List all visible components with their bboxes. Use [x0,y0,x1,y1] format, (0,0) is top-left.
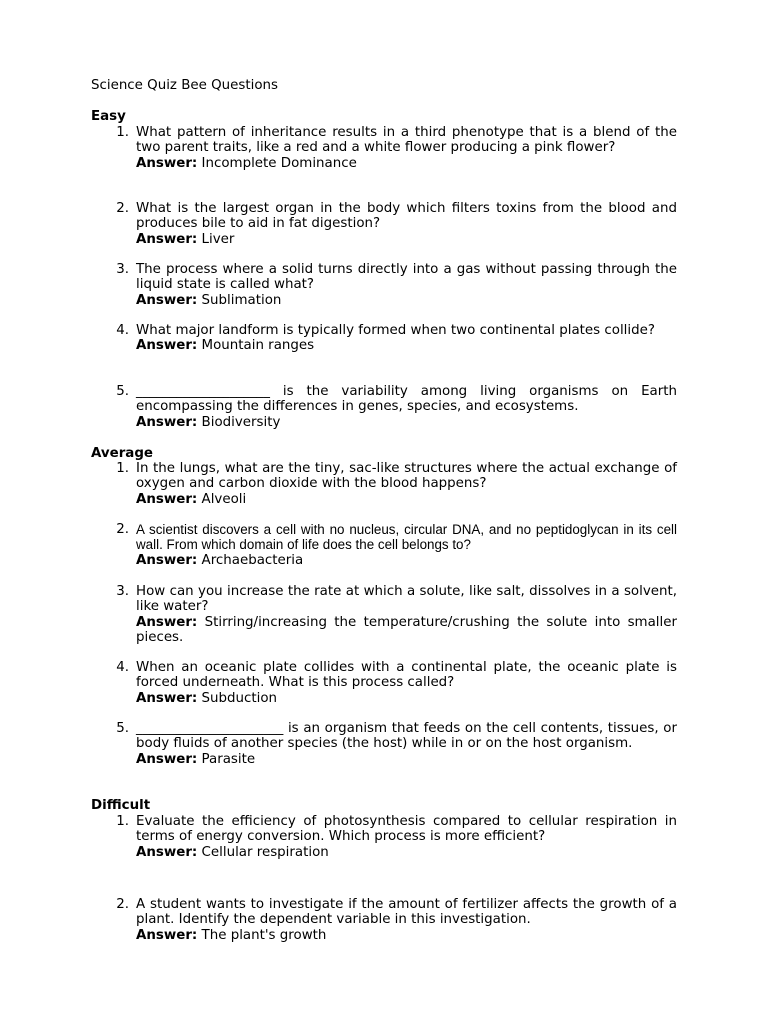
question-text: What is the largest organ in the body which filters toxins from the blood and produces bile to aid in fat digestion? [136,201,677,232]
answer-text: Biodiversity [201,414,281,430]
question-item [107,262,677,308]
answer-line [136,232,677,247]
question-text: The process where a solid turns directly into a gas without passing through the liquid state is called what? [136,262,677,293]
answer-label: Answer: [136,927,198,943]
question-number: 3. [116,584,129,599]
question-item [107,323,677,354]
answer-text: Subduction [201,690,278,706]
question-number: 4. [116,323,129,338]
answer-line [136,338,677,353]
answer-label: Answer: [136,690,198,706]
answer-text: Cellular respiration [201,844,329,860]
answer-label: Answer: [136,231,198,247]
question-item [107,201,677,247]
answer-line [136,156,677,171]
answer-text: Sublimation [201,292,282,308]
question-text: When an oceanic plate collides with a continental plate, the oceanic plate is forced underneath. What is this process called? [136,660,677,691]
answer-line [136,553,677,568]
question-item [107,660,677,706]
answer-text: Alveoli [201,491,247,507]
answer-label: Answer: [136,414,198,430]
answer-text: The plant's growth [201,927,327,943]
answer-text: Mountain ranges [201,338,315,354]
question-number: 5. [116,721,129,736]
question-item [107,584,677,645]
answer-line [136,615,677,646]
question-item [107,384,677,430]
section-heading-difficult: Difficult [91,798,151,813]
question-text: ____________________ is the variability among living organisms on Earth encompassing the differences in genes, species, and ecosystems. [136,384,677,415]
answer-label: Answer: [136,751,198,767]
question-number: 5. [116,384,129,399]
question-number: 3. [116,262,129,277]
question-text: What pattern of inheritance results in a third phenotype that is a blend of the two parent traits, like a red and a white flower producing a pink flower? [136,125,677,156]
answer-text: Archaebacteria [201,552,304,568]
question-number: 1. [116,814,129,829]
question-number: 1. [116,461,129,476]
answer-text: Parasite [201,751,256,767]
answer-label: Answer: [136,552,198,568]
question-item [107,522,677,568]
question-item [107,814,677,860]
section-heading-average: Average [91,446,154,461]
question-text: What major landform is typically formed when two continental plates collide? [136,323,655,338]
question-text: ______________________ is an organism that feeds on the cell contents, tissues, or body fluids of another species (the host) while in or on the host organism. [136,721,677,752]
question-text: A scientist discovers a cell with no nucleus, circular DNA, and no peptidoglycan in its cell wall. From which domain of life does the cell belongs to? [136,522,677,553]
question-number: 4. [116,660,129,675]
answer-label: Answer: [136,844,198,860]
question-number: 2. [116,897,129,912]
question-item [107,125,677,171]
answer-label: Answer: [136,338,198,354]
question-text: A student wants to investigate if the amount of fertilizer affects the growth of a plant. Identify the dependent variable in this investigation. [136,897,677,928]
section-heading-easy: Easy [91,109,126,124]
question-text: Evaluate the efficiency of photosynthesis compared to cellular respiration in terms of energy conversion. Which process is more efficient? [136,814,677,845]
question-number: 2. [116,201,129,216]
document-title: Science Quiz Bee Questions [91,78,278,93]
answer-line [136,293,677,308]
answer-label: Answer: [136,155,198,171]
question-number: 1. [116,125,129,140]
answer-text: Incomplete Dominance [201,155,357,171]
question-item [107,461,677,507]
answer-line [136,752,677,767]
answer-line [136,691,677,706]
answer-line [136,845,677,860]
question-item [107,721,677,767]
question-item [107,897,677,943]
answer-line [136,928,677,943]
question-text: In the lungs, what are the tiny, sac-like structures where the actual exchange of oxygen and carbon dioxide with the blood happens? [136,461,677,492]
answer-line [136,415,677,430]
question-text: How can you increase the rate at which a solute, like salt, dissolves in a solvent, like water? [136,584,677,615]
question-number: 2. [116,522,129,537]
answer-line [136,492,677,507]
answer-text: Stirring/increasing the temperature/crushing the solute into smaller pieces. [136,614,677,645]
answer-label: Answer: [136,614,198,630]
answer-label: Answer: [136,491,198,507]
answer-text: Liver [201,231,235,247]
answer-label: Answer: [136,292,198,308]
